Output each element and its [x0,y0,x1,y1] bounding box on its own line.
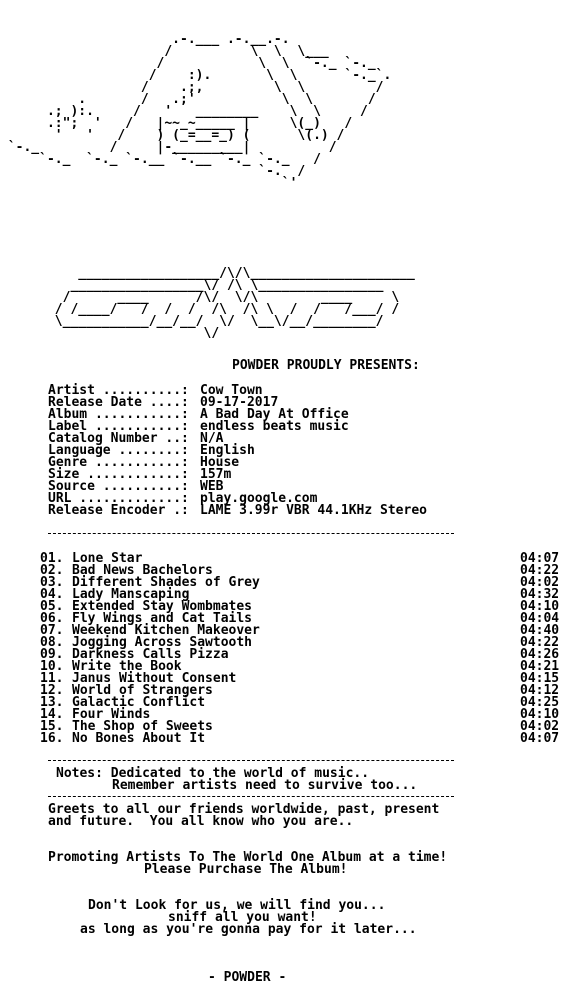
track-number: 05. [40,599,64,614]
info-value: House [200,455,240,470]
track-duration: 04:40 [520,623,560,638]
info-key: Album ...........: [48,407,189,422]
track-number: 06. [40,611,64,626]
info-value: 157m [200,467,232,482]
info-key: Language ........: [48,443,189,458]
track-title: Darkness Calls Pizza [72,647,229,662]
ascii-logo-powder: __________________/\/\_____________________ _________________\/ /\ \________________ / ____ /\/ \/\ ____ \ / /____/ / / / /\ /\ \ / / /___/ / \___________/__/__/ \/ \__\/__/________/ \/ [54,266,415,341]
greets-line-2: and future. You all know who you are.. [48,814,354,829]
info-value: Cow Town [200,383,263,398]
notes-line-2: Remember artists need to survive too... [112,778,418,793]
track-title: No Bones About It [72,731,206,746]
track-duration: 04:26 [520,647,560,662]
track-duration: 04:15 [520,671,560,686]
info-key: Genre ...........: [48,455,189,470]
track-duration: 04:02 [520,575,560,590]
info-key: URL .............: [48,491,189,506]
footer-text: - POWDER - [208,970,287,985]
track-title: Bad News Bachelors [72,563,213,578]
info-key: Release Date ....: [48,395,189,410]
divider [48,760,454,761]
track-number: 01. [40,551,64,566]
track-title: Four Winds [72,707,151,722]
track-duration: 04:25 [520,695,560,710]
track-number: 12. [40,683,64,698]
track-duration: 04:22 [520,563,560,578]
greets-block [0,804,568,852]
ascii-art-disk: .-.___ .-.__.-. / \ \ \___ / \ \ `-._ `-._ / :). \ \ `-._`. / .;, \ \ / . / .;' \ \ / .; ):. / ' ________ \ \ / .:"; ' / |~~_~_____ | \(_) / ' ' / ) (_=__=_) ( \(.) / `-._ / |-_________| / `-._ `-._ `-.__ `-.__ `-._ `-._ / `-. / `' [7,32,392,191]
promo-line-2: Please Purchase The Album! [144,862,348,877]
promo-line-1: Promoting Artists To The World One Album at a time! [48,850,448,865]
track-duration: 04:12 [520,683,560,698]
track-number: 11. [40,671,64,686]
sniff-block [0,912,568,960]
track-duration: 04:10 [520,707,560,722]
footer-block [0,960,568,996]
info-key: Label ...........: [48,419,189,434]
info-value: 09-17-2017 [200,395,279,410]
track-title: Extended Stay Wombmates [72,599,253,614]
track-title: Fly Wings and Cat Tails [72,611,253,626]
info-key: Release Encoder .: [48,503,189,518]
release-info [0,385,568,517]
greets-line-1: Greets to all our friends worldwide, past, present [48,802,440,817]
track-title: World of Strangers [72,683,213,698]
track-number: 14. [40,707,64,722]
track-title: Galactic Conflict [72,695,206,710]
tagline-text: Don't Look for us, we will find you... [88,898,386,913]
track-number: 10. [40,659,64,674]
sniff-line-1: sniff all you want! [168,910,317,925]
track-number: 04. [40,587,64,602]
track-number: 15. [40,719,64,734]
track-number: 13. [40,695,64,710]
track-title: Janus Without Consent [72,671,237,686]
presents-text: POWDER PROUDLY PRESENTS: [232,358,420,373]
track-number: 09. [40,647,64,662]
track-title: The Shop of Sweets [72,719,213,734]
notes-line-1: Notes: Dedicated to the world of music.. [56,766,370,781]
track-number: 08. [40,635,64,650]
info-value: endless beats music [200,419,349,434]
info-key: Catalog Number ..: [48,431,189,446]
track-title: Weekend Kitchen Makeover [72,623,260,638]
info-value: A Bad Day At Office [200,407,349,422]
track-number: 07. [40,623,64,638]
track-number: 03. [40,575,64,590]
track-row [0,733,568,745]
track-duration: 04:32 [520,587,560,602]
track-title: Lone Star [72,551,143,566]
info-value: English [200,443,255,458]
divider [48,796,454,797]
info-value: play.google.com [200,491,318,506]
track-duration: 04:07 [520,731,560,746]
track-duration: 04:22 [520,635,560,650]
presents-line [0,348,568,384]
sniff-line-2: as long as you're gonna pay for it later... [80,922,417,937]
track-duration: 04:21 [520,659,560,674]
track-title: Lady Manscaping [72,587,190,602]
track-duration: 04:07 [520,551,560,566]
track-title: Different Shades of Grey [72,575,260,590]
info-value: WEB [200,479,224,494]
info-key: Size ............: [48,467,189,482]
track-duration: 04:02 [520,719,560,734]
info-value: LAME 3.99r VBR 44.1KHz Stereo [200,503,427,518]
info-row [0,505,568,517]
track-duration: 04:10 [520,599,560,614]
track-number: 16. [40,731,64,746]
tracklist [0,553,568,745]
track-duration: 04:04 [520,611,560,626]
info-value: N/A [200,431,224,446]
track-title: Jogging Across Sawtooth [72,635,253,650]
divider [48,533,454,534]
track-title: Write the Book [72,659,182,674]
info-key: Source ..........: [48,479,189,494]
info-key: Artist ..........: [48,383,189,398]
track-number: 02. [40,563,64,578]
